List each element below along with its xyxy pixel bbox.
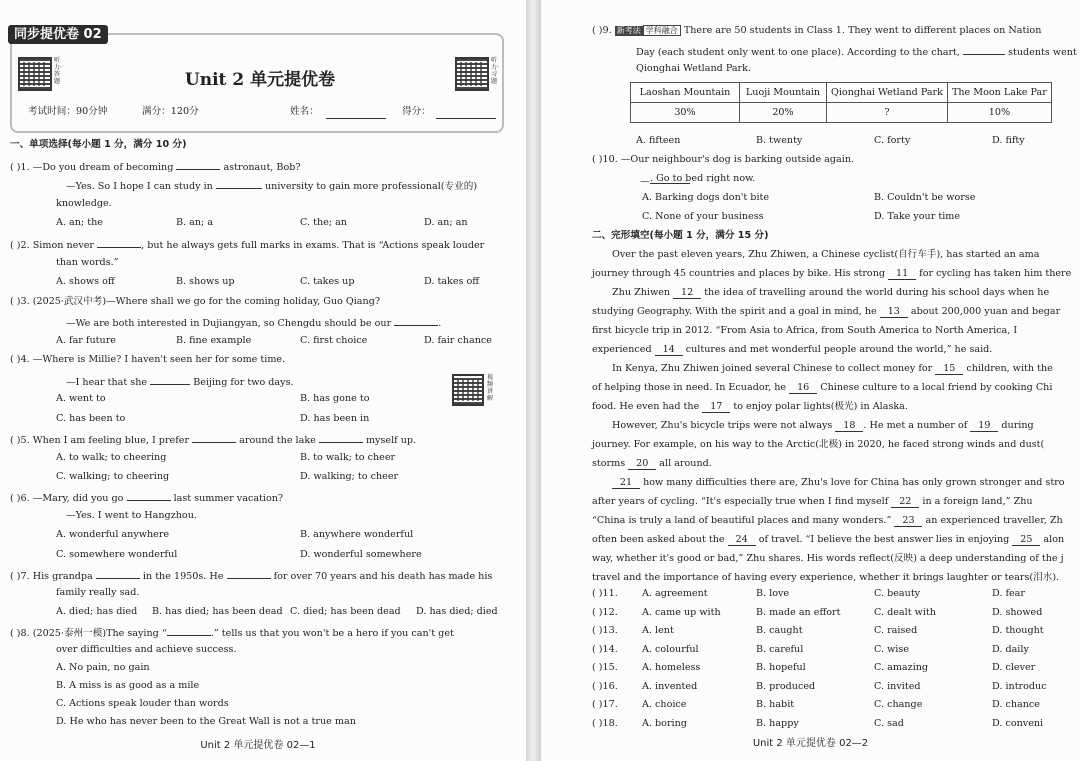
question-line: —Yes. I went to Hangzhou. [66,510,197,521]
dash-mark: — [640,173,690,188]
question-8: ( )8. (2025·泰州一模)The saying “ .” tells us that you won't be a hero if you can't get [10,625,454,640]
question-5: ( )5. When I am feeling blue, I prefer around the lake myself up. [10,432,416,447]
question-9: ( )9. 新考法 学科融合 There are 50 students in Class 1. They went to different places on Nation [592,25,1042,36]
new-method-tag: 新考法 [616,26,641,35]
option[interactable]: A. fifteen [636,135,681,146]
option[interactable]: A. choice [642,699,687,710]
option[interactable]: A. agreement [642,588,708,599]
choice-number: ( )14. [592,643,618,655]
question-10: ( )10. —Our neighbour's dog is barking outside again. [592,154,855,165]
choice-number: ( )18. [592,717,618,729]
question-line: knowledge. [56,198,112,209]
blank-13[interactable]: 13 [880,307,908,318]
option[interactable]: B. shows up [176,276,235,287]
choice-number: ( )12. [592,606,618,618]
choice-number: ( )17. [592,699,618,710]
passage-line: often been asked about the 24 of travel. “I believe the best answer lies in enjoying 25 alon [592,534,1065,545]
question-line: family really sad. [56,587,140,598]
option[interactable]: B. to walk; to cheer [300,452,396,463]
passage-line: In Kenya, Zhu Zhiwen joined several Chinese to collect money for 15 children, with the [612,363,1053,374]
option[interactable]: A. went to [56,393,106,404]
blank-24[interactable]: 24 [728,535,756,546]
passage-line: journey through 45 countries and places by bike. His strong 11 for cycling has taken him there [592,268,1072,279]
question-line: than words.” [56,257,119,268]
option[interactable]: C. forty [874,135,911,146]
passage-line: after years of cycling. “It's especially true when I find myself 22 in a foreign land,” Zhu [592,496,1033,507]
paper-badge: 同步提优卷 02 [8,25,108,44]
blank-16[interactable]: 16 [789,383,817,394]
option[interactable]: D. fifty [992,135,1025,146]
choice-number: ( )16. [592,680,618,692]
option[interactable]: A. an; the [56,217,103,228]
table-cell: 20% [740,103,827,123]
page-footer: Unit 2 单元提优卷 02—2 [752,738,869,749]
option[interactable]: D. clever [992,662,1036,673]
blank-11[interactable]: 11 [888,269,916,280]
choice-number: ( )13. [592,625,618,636]
option[interactable]: A. to walk; to cheering [56,452,167,463]
option[interactable]: C. None of your business [642,211,764,222]
option[interactable]: B. love [756,588,790,599]
blank-18[interactable]: 18 [835,421,863,432]
passage-line: “China is truly a land of beautiful places and many wonders.” 23 an experienced traveller, Zh [592,515,1063,526]
choice-number: ( )15. [592,662,618,673]
passage-line: travel and the importance of having every experience, whether it brings laughter or tears(泪水). [592,572,1060,583]
option[interactable]: D. has died; died [416,606,498,617]
passage-line: Zhu Zhiwen 12 the idea of travelling around the world during his school days when he [612,287,1050,298]
option[interactable]: B. has died; has been dead [152,606,283,617]
option[interactable]: B. twenty [756,135,803,146]
score-blank[interactable] [436,118,496,119]
option[interactable]: A. came up with [642,606,721,618]
passage-line: first bicycle trip in 2012. “From Asia to Africa, from South America to North America, I [592,325,1018,336]
option[interactable]: B. produced [756,680,816,692]
option[interactable]: B. fine example [176,335,252,346]
option[interactable]: D. thought [992,625,1044,636]
option[interactable]: B. caught [756,625,803,636]
choice-number: ( )11. [592,588,618,599]
option[interactable]: C. first choice [300,335,368,346]
blank-17[interactable]: 17 [702,402,730,413]
question-line: . Go to bed right now. [650,173,756,184]
option[interactable]: C. died; has been dead [290,606,401,617]
passage-line: experienced 14 cultures and met wonderful people around the world,” he said. [592,344,993,355]
option[interactable]: C. change [874,699,923,710]
question-line: over difficulties and achieve success. [56,644,237,655]
passage-line: of helping those in need. In Ecuador, he 16 Chinese culture to a local friend by cooking Chi [592,382,1053,393]
option[interactable]: C. has been to [56,413,126,424]
option[interactable]: C. takes up [300,276,355,287]
option[interactable]: A. wonderful anywhere [56,529,170,540]
option[interactable]: D. He who has never been to the Great Wall is not a true man [56,716,356,727]
page-gutter [526,0,541,761]
question-1: ( )1. —Do you dream of becoming astronaut, Bob? [10,159,301,174]
option[interactable]: D. takes off [424,276,480,287]
option[interactable]: B. hopeful [756,662,806,673]
option[interactable]: A. lent [642,625,674,636]
page-footer: Unit 2 单元提优卷 02—1 [200,740,316,751]
option[interactable]: B. A miss is as good as a mile [56,680,200,691]
passage-line: However, Zhu's bicycle trips were not always 18 . He met a number of 19 during [612,420,1034,431]
question-line: —Yes. So I hope I can study in university to gain more professional(专业的) [66,178,477,193]
option[interactable]: D. walking; to cheer [300,471,399,482]
option[interactable]: A. homeless [642,662,701,673]
option[interactable]: B. anywhere wonderful [300,529,414,540]
option[interactable]: B. made an effort [756,606,841,618]
name-label: 姓名： [290,106,319,117]
blank-22[interactable]: 22 [891,497,919,508]
question-2: ( )2. Simon never , but he always gets full marks in exams. That is “Actions speak louder [10,237,484,252]
option[interactable]: C. somewhere wonderful [56,549,178,560]
option[interactable]: C. wise [874,643,909,655]
table-header-cell: Laoshan Mountain [631,83,740,103]
option[interactable]: B. happy [756,717,799,729]
option[interactable]: B. habit [756,699,795,710]
option[interactable]: A. No pain, no gain [56,662,150,673]
blank-15[interactable]: 15 [935,364,963,375]
option[interactable]: C. invited [874,680,921,692]
left-page [0,0,526,761]
passage-line: way, whether it's good or bad,” Zhu shares. His words reflect(反映) a deep understanding of the j [592,553,1064,564]
option[interactable]: A. far future [56,335,116,346]
name-blank[interactable] [326,118,386,119]
score-label: 得分： [402,106,431,117]
option[interactable]: C. dealt with [874,606,936,618]
passage-line: food. He even had the 17 to enjoy polar lights(极光) in Alaska. [592,401,908,412]
option[interactable]: D. Take your time [874,211,961,222]
blank-19[interactable]: 19 [970,421,998,432]
passage-line: studying Geography. With the spirit and a goal in mind, he 13 about 200,000 yuan and begar [592,306,1061,317]
section-title: 二、完形填空(每小题 1 分，满分 15 分) [592,230,769,241]
option[interactable]: D. an; an [424,217,468,228]
blank-12[interactable]: 12 [673,288,701,299]
option[interactable]: A. boring [642,717,687,729]
full-score: 满分：120分 [142,106,199,117]
question-line: Qionghai Wetland Park. [636,63,752,74]
table-header-cell: Luoji Mountain [740,83,827,103]
question-line: —I hear that she Beijing for two days. [66,374,294,389]
passage-line: 21 how many difficulties there are, Zhu's love for China has only grown stronger and stro [612,477,1065,489]
question-3: ( )3. (2025·武汉中考)—Where shall we go for the coming holiday, Guo Qiang? [10,296,380,307]
option[interactable]: C. amazing [874,662,929,673]
option[interactable]: C. walking; to cheering [56,471,170,482]
exam-time: 考试时间：90分钟 [28,106,108,117]
option[interactable]: D. has been in [300,413,370,424]
table-header-cell: The Moon Lake Par [947,83,1051,103]
option[interactable]: B. an; a [176,217,214,228]
qr-code-icon [452,374,484,406]
qr-label: 听力·答题 [54,57,62,85]
blank-20[interactable]: 20 [628,459,656,470]
option[interactable]: D. showed [992,606,1043,618]
passage-line: journey. For example, on his way to the Arctic(北极) in 2020, he faced strong winds and dust( [592,439,1045,450]
option[interactable]: A. invented [642,680,698,692]
option[interactable]: C. beauty [874,588,921,599]
option[interactable]: B. has gone to [300,393,370,404]
question-6: ( )6. —Mary, did you go last summer vacation? [10,490,283,505]
subject-tag: 学科融合 [643,25,681,36]
table-cell: 30% [631,103,740,123]
option[interactable]: D. fear [992,588,1025,599]
passage-line: Over the past eleven years, Zhu Zhiwen, a Chinese cyclist(自行车手), has started an ama [612,249,1040,260]
paper-title: Unit 2 单元提优卷 [184,70,336,90]
option[interactable]: C. sad [874,717,904,729]
option[interactable]: A. shows off [56,276,115,287]
passage-line: storms 20 all around. [592,458,712,469]
option[interactable]: D. wonderful somewhere [300,549,422,560]
option[interactable]: A. died; has died [56,606,138,617]
chart-table [630,82,1052,123]
option[interactable]: A. colourful [642,643,699,655]
option[interactable]: C. Actions speak louder than words [56,698,229,709]
option[interactable]: D. conveni [992,717,1044,729]
option[interactable]: B. Couldn't be worse [874,192,976,203]
table-cell: 10% [947,103,1051,123]
blank-14[interactable]: 14 [655,345,683,356]
table-header-cell: Qionghai Wetland Park [827,83,948,103]
blank-21[interactable]: 21 [612,478,640,489]
question-line: —We are both interested in Dujiangyan, so Chengdu should be our . [66,315,441,330]
option[interactable]: D. introduc [992,680,1047,692]
blank-23[interactable]: 23 [894,516,922,527]
qr-label: 视频讲解 [487,374,494,402]
question-4: ( )4. —Where is Millie? I haven't seen her for some time. [10,354,286,365]
question-line: Day (each student only went to one place). According to the chart, students went [636,44,1077,59]
section-title: 一、单项选择(每小题 1 分，满分 10 分) [10,139,187,150]
option[interactable]: B. careful [756,643,804,655]
option[interactable]: D. chance [992,699,1040,710]
option[interactable]: A. Barking dogs don't bite [642,192,770,203]
option[interactable]: D. daily [992,643,1029,655]
option[interactable]: D. fair chance [424,335,492,346]
option[interactable]: C. the; an [300,217,347,228]
option[interactable]: C. raised [874,625,918,636]
qr-label: 听力·习题 [491,57,499,85]
question-7: ( )7. His grandpa in the 1950s. He for over 70 years and his death has made his [10,568,492,583]
table-cell: ? [827,103,948,123]
blank-25[interactable]: 25 [1012,535,1040,546]
